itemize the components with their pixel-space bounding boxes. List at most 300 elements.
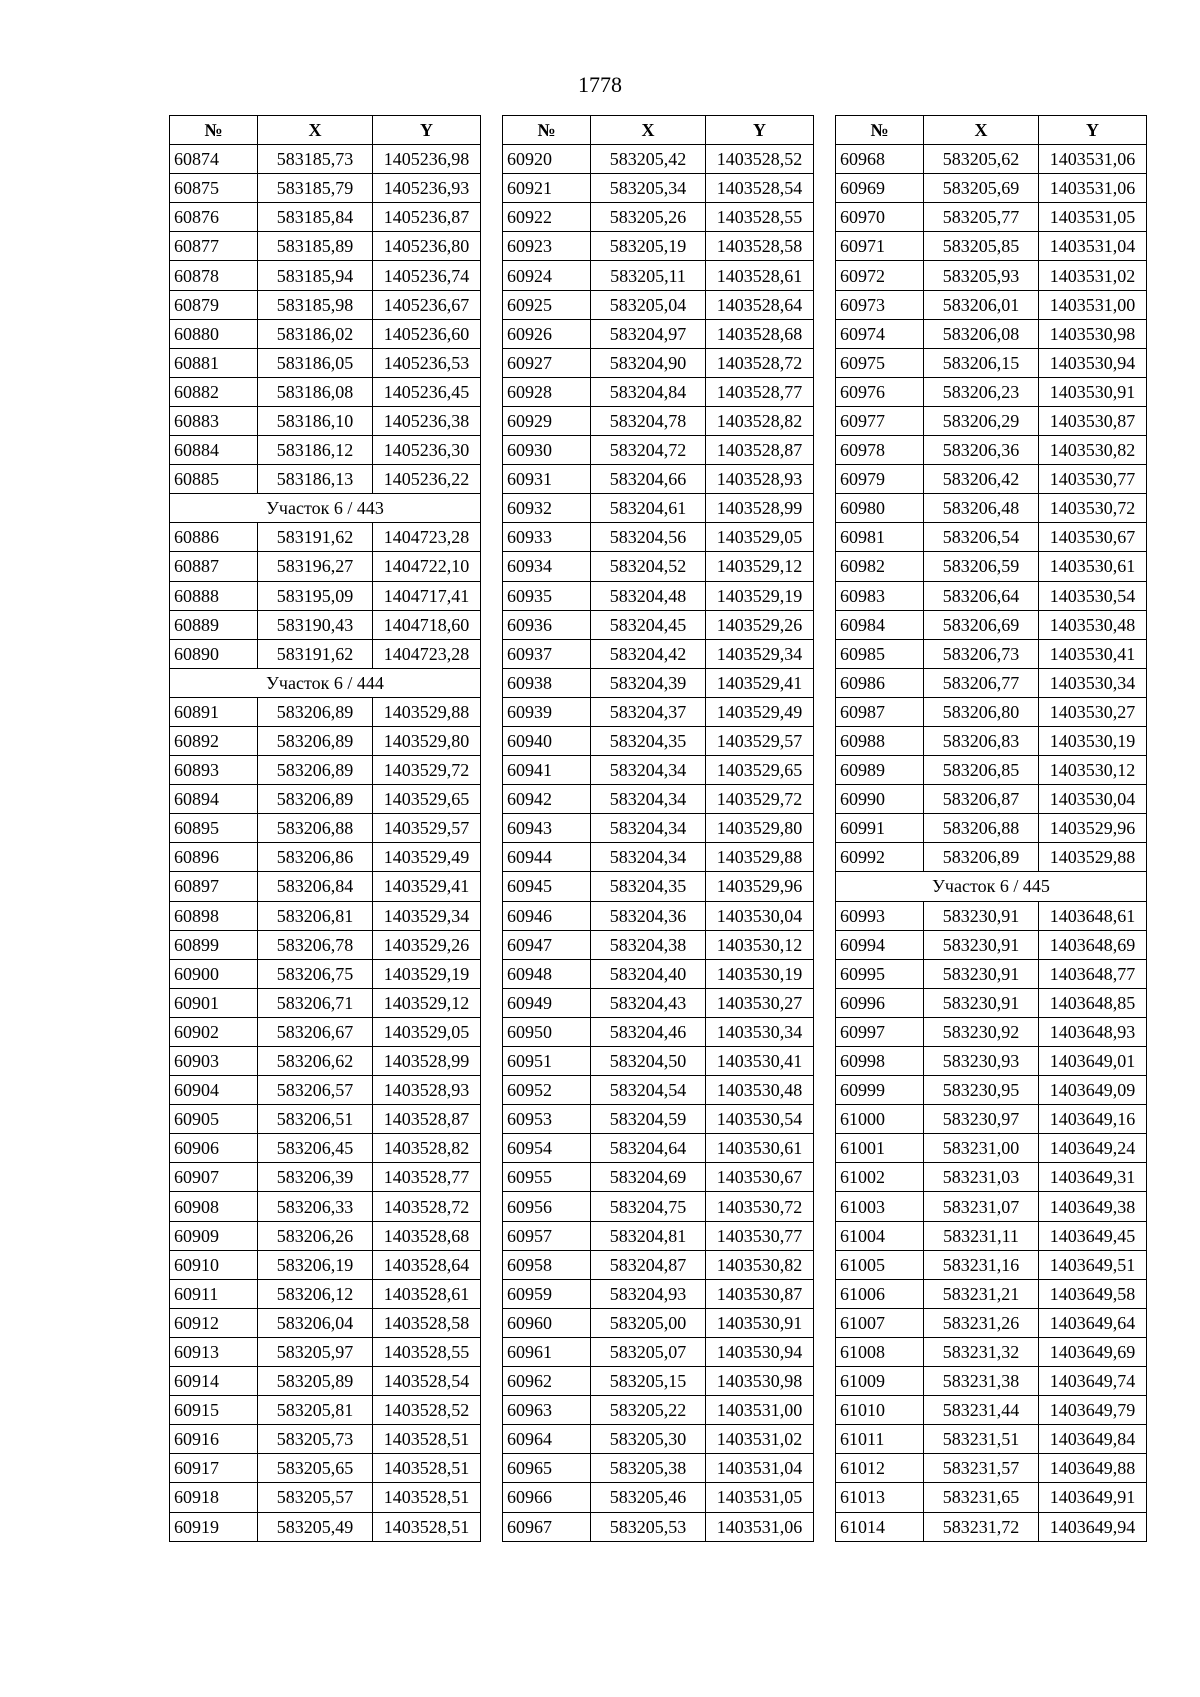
table-row [836, 406, 1147, 435]
x-coordinate: 583206,84 [258, 872, 373, 901]
x-coordinate: 583204,56 [591, 523, 706, 552]
table-row [170, 639, 481, 668]
y-coordinate: 1403531,02 [706, 1425, 814, 1454]
point-number: 60955 [503, 1163, 591, 1192]
header-number: № [170, 116, 258, 145]
table-row [836, 1105, 1147, 1134]
y-coordinate: 1403531,06 [706, 1512, 814, 1541]
point-number: 60957 [503, 1221, 591, 1250]
x-coordinate: 583204,87 [591, 1250, 706, 1279]
section-title: Участок 6 / 444 [170, 668, 481, 697]
x-coordinate: 583231,26 [924, 1308, 1039, 1337]
table-row [503, 1076, 814, 1105]
y-coordinate: 1405236,67 [373, 290, 481, 319]
y-coordinate: 1403531,00 [706, 1396, 814, 1425]
table-row [503, 756, 814, 785]
point-number: 60961 [503, 1337, 591, 1366]
x-coordinate: 583206,51 [258, 1105, 373, 1134]
x-coordinate: 583206,71 [258, 988, 373, 1017]
y-coordinate: 1403530,87 [706, 1279, 814, 1308]
y-coordinate: 1403528,87 [373, 1105, 481, 1134]
table-row [836, 174, 1147, 203]
table-row [836, 1279, 1147, 1308]
table-row [170, 1192, 481, 1221]
x-coordinate: 583205,53 [591, 1512, 706, 1541]
x-coordinate: 583204,61 [591, 494, 706, 523]
point-number: 60998 [836, 1047, 924, 1076]
point-number: 60969 [836, 174, 924, 203]
table-row [836, 930, 1147, 959]
table-row [503, 639, 814, 668]
point-number: 60884 [170, 436, 258, 465]
point-number: 61003 [836, 1192, 924, 1221]
y-coordinate: 1404717,41 [373, 581, 481, 610]
point-number: 60922 [503, 203, 591, 232]
x-coordinate: 583205,19 [591, 232, 706, 261]
y-coordinate: 1403530,98 [706, 1367, 814, 1396]
point-number: 60933 [503, 523, 591, 552]
table-row [836, 756, 1147, 785]
point-number: 60914 [170, 1367, 258, 1396]
point-number: 60906 [170, 1134, 258, 1163]
x-coordinate: 583204,64 [591, 1134, 706, 1163]
header-number: № [836, 116, 924, 145]
x-coordinate: 583206,01 [924, 290, 1039, 319]
point-number: 60932 [503, 494, 591, 523]
point-number: 60918 [170, 1483, 258, 1512]
point-number: 60897 [170, 872, 258, 901]
point-number: 60979 [836, 465, 924, 494]
x-coordinate: 583205,69 [924, 174, 1039, 203]
x-coordinate: 583185,84 [258, 203, 373, 232]
y-coordinate: 1403649,51 [1039, 1250, 1147, 1279]
y-coordinate: 1403530,91 [706, 1308, 814, 1337]
x-coordinate: 583231,11 [924, 1221, 1039, 1250]
table-row [503, 610, 814, 639]
table-row [170, 959, 481, 988]
point-number: 60989 [836, 756, 924, 785]
x-coordinate: 583206,19 [258, 1250, 373, 1279]
x-coordinate: 583206,75 [258, 959, 373, 988]
table-row [170, 1105, 481, 1134]
y-coordinate: 1403648,93 [1039, 1017, 1147, 1046]
table-row [836, 465, 1147, 494]
point-number: 60888 [170, 581, 258, 610]
table-row [170, 901, 481, 930]
y-coordinate: 1403529,88 [706, 843, 814, 872]
x-coordinate: 583204,37 [591, 697, 706, 726]
y-coordinate: 1403529,34 [706, 639, 814, 668]
table-row [503, 1134, 814, 1163]
table-row [170, 1017, 481, 1046]
y-coordinate: 1403528,52 [373, 1396, 481, 1425]
table-row [836, 1367, 1147, 1396]
y-coordinate: 1403529,96 [1039, 814, 1147, 843]
table-row [836, 145, 1147, 174]
x-coordinate: 583204,50 [591, 1047, 706, 1076]
table-row [836, 494, 1147, 523]
y-coordinate: 1403530,54 [706, 1105, 814, 1134]
point-number: 60923 [503, 232, 591, 261]
x-coordinate: 583186,13 [258, 465, 373, 494]
table-row [170, 1134, 481, 1163]
header-y: Y [706, 116, 814, 145]
x-coordinate: 583206,57 [258, 1076, 373, 1105]
y-coordinate: 1403649,31 [1039, 1163, 1147, 1192]
x-coordinate: 583204,35 [591, 726, 706, 755]
y-coordinate: 1403528,55 [373, 1337, 481, 1366]
point-number: 60878 [170, 261, 258, 290]
x-coordinate: 583205,93 [924, 261, 1039, 290]
x-coordinate: 583206,89 [258, 697, 373, 726]
table-row [836, 261, 1147, 290]
table-row [503, 232, 814, 261]
x-coordinate: 583206,39 [258, 1163, 373, 1192]
x-coordinate: 583206,36 [924, 436, 1039, 465]
x-coordinate: 583231,16 [924, 1250, 1039, 1279]
point-number: 60908 [170, 1192, 258, 1221]
x-coordinate: 583205,15 [591, 1367, 706, 1396]
table-row [503, 261, 814, 290]
x-coordinate: 583190,43 [258, 610, 373, 639]
header-row [836, 116, 1147, 145]
y-coordinate: 1403528,93 [706, 465, 814, 494]
table-row [836, 1337, 1147, 1366]
point-number: 60882 [170, 377, 258, 406]
y-coordinate: 1403531,00 [1039, 290, 1147, 319]
point-number: 60913 [170, 1337, 258, 1366]
y-coordinate: 1403649,09 [1039, 1076, 1147, 1105]
point-number: 60973 [836, 290, 924, 319]
table-row [836, 668, 1147, 697]
point-number: 60959 [503, 1279, 591, 1308]
y-coordinate: 1403528,52 [706, 145, 814, 174]
y-coordinate: 1403529,72 [373, 756, 481, 785]
y-coordinate: 1403649,64 [1039, 1308, 1147, 1337]
y-coordinate: 1404718,60 [373, 610, 481, 639]
table-row [170, 1047, 481, 1076]
point-number: 60909 [170, 1221, 258, 1250]
y-coordinate: 1403528,87 [706, 436, 814, 465]
point-number: 60893 [170, 756, 258, 785]
x-coordinate: 583231,07 [924, 1192, 1039, 1221]
table-row [836, 1047, 1147, 1076]
y-coordinate: 1403531,06 [1039, 145, 1147, 174]
x-coordinate: 583191,62 [258, 523, 373, 552]
x-coordinate: 583206,81 [258, 901, 373, 930]
point-number: 60986 [836, 668, 924, 697]
x-coordinate: 583205,30 [591, 1425, 706, 1454]
y-coordinate: 1403528,54 [373, 1367, 481, 1396]
y-coordinate: 1403528,77 [373, 1163, 481, 1192]
point-number: 60954 [503, 1134, 591, 1163]
x-coordinate: 583204,35 [591, 872, 706, 901]
table-row [836, 988, 1147, 1017]
x-coordinate: 583204,38 [591, 930, 706, 959]
y-coordinate: 1403528,64 [706, 290, 814, 319]
point-number: 60905 [170, 1105, 258, 1134]
x-coordinate: 583230,91 [924, 988, 1039, 1017]
x-coordinate: 583205,46 [591, 1483, 706, 1512]
y-coordinate: 1403649,69 [1039, 1337, 1147, 1366]
y-coordinate: 1403649,58 [1039, 1279, 1147, 1308]
point-number: 60950 [503, 1017, 591, 1046]
y-coordinate: 1403529,57 [373, 814, 481, 843]
y-coordinate: 1405236,80 [373, 232, 481, 261]
point-number: 60947 [503, 930, 591, 959]
table-row [503, 1425, 814, 1454]
point-number: 60910 [170, 1250, 258, 1279]
point-number: 60921 [503, 174, 591, 203]
y-coordinate: 1403649,24 [1039, 1134, 1147, 1163]
section-title: Участок 6 / 445 [836, 872, 1147, 901]
point-number: 60895 [170, 814, 258, 843]
x-coordinate: 583204,48 [591, 581, 706, 610]
x-coordinate: 583206,08 [924, 319, 1039, 348]
x-coordinate: 583206,29 [924, 406, 1039, 435]
point-number: 60949 [503, 988, 591, 1017]
point-number: 60970 [836, 203, 924, 232]
x-coordinate: 583206,89 [258, 785, 373, 814]
table-row [836, 203, 1147, 232]
point-number: 60967 [503, 1512, 591, 1541]
x-coordinate: 583231,72 [924, 1512, 1039, 1541]
x-coordinate: 583204,69 [591, 1163, 706, 1192]
x-coordinate: 583205,85 [924, 232, 1039, 261]
x-coordinate: 583204,59 [591, 1105, 706, 1134]
table-row [503, 843, 814, 872]
table-row [170, 1308, 481, 1337]
y-coordinate: 1403528,72 [373, 1192, 481, 1221]
table-row [503, 494, 814, 523]
y-coordinate: 1403528,51 [373, 1454, 481, 1483]
x-coordinate: 583206,87 [924, 785, 1039, 814]
table-row [836, 1512, 1147, 1541]
y-coordinate: 1403529,88 [373, 697, 481, 726]
point-number: 60911 [170, 1279, 258, 1308]
point-number: 60994 [836, 930, 924, 959]
y-coordinate: 1403530,67 [706, 1163, 814, 1192]
table-row [836, 697, 1147, 726]
point-number: 60876 [170, 203, 258, 232]
table-row [503, 552, 814, 581]
point-number: 61000 [836, 1105, 924, 1134]
x-coordinate: 583185,79 [258, 174, 373, 203]
section-row [836, 872, 1147, 901]
y-coordinate: 1403529,88 [1039, 843, 1147, 872]
table-row [170, 1483, 481, 1512]
y-coordinate: 1403529,65 [706, 756, 814, 785]
y-coordinate: 1403649,91 [1039, 1483, 1147, 1512]
y-coordinate: 1403528,58 [373, 1308, 481, 1337]
point-number: 61006 [836, 1279, 924, 1308]
x-coordinate: 583204,90 [591, 348, 706, 377]
point-number: 60937 [503, 639, 591, 668]
point-number: 60928 [503, 377, 591, 406]
x-coordinate: 583204,45 [591, 610, 706, 639]
x-coordinate: 583204,42 [591, 639, 706, 668]
point-number: 60943 [503, 814, 591, 843]
point-number: 60902 [170, 1017, 258, 1046]
header-y: Y [1039, 116, 1147, 145]
table-row [170, 406, 481, 435]
x-coordinate: 583204,66 [591, 465, 706, 494]
x-coordinate: 583185,73 [258, 145, 373, 174]
y-coordinate: 1403648,77 [1039, 959, 1147, 988]
table-row [170, 465, 481, 494]
point-number: 60916 [170, 1425, 258, 1454]
table-row [503, 1483, 814, 1512]
y-coordinate: 1403529,49 [373, 843, 481, 872]
point-number: 60962 [503, 1367, 591, 1396]
y-coordinate: 1403530,27 [706, 988, 814, 1017]
point-number: 60965 [503, 1454, 591, 1483]
x-coordinate: 583230,91 [924, 930, 1039, 959]
table-row [503, 290, 814, 319]
y-coordinate: 1403530,72 [706, 1192, 814, 1221]
table-row [503, 1105, 814, 1134]
point-number: 60894 [170, 785, 258, 814]
table-row [836, 290, 1147, 319]
table-row [836, 1250, 1147, 1279]
point-number: 60904 [170, 1076, 258, 1105]
table-row [836, 436, 1147, 465]
y-coordinate: 1403649,74 [1039, 1367, 1147, 1396]
table-row [836, 1425, 1147, 1454]
x-coordinate: 583206,15 [924, 348, 1039, 377]
point-number: 60982 [836, 552, 924, 581]
x-coordinate: 583206,45 [258, 1134, 373, 1163]
y-coordinate: 1403649,16 [1039, 1105, 1147, 1134]
table-row [836, 319, 1147, 348]
table-row [170, 523, 481, 552]
x-coordinate: 583191,62 [258, 639, 373, 668]
y-coordinate: 1403528,68 [706, 319, 814, 348]
y-coordinate: 1405236,60 [373, 319, 481, 348]
table-row [170, 1250, 481, 1279]
x-coordinate: 583204,34 [591, 756, 706, 785]
y-coordinate: 1403530,61 [1039, 552, 1147, 581]
y-coordinate: 1403530,77 [706, 1221, 814, 1250]
table-row [503, 1163, 814, 1192]
section-row [170, 668, 481, 697]
x-coordinate: 583204,75 [591, 1192, 706, 1221]
x-coordinate: 583205,04 [591, 290, 706, 319]
x-coordinate: 583231,38 [924, 1367, 1039, 1396]
point-number: 61012 [836, 1454, 924, 1483]
point-number: 60977 [836, 406, 924, 435]
point-number: 60942 [503, 785, 591, 814]
y-coordinate: 1403530,72 [1039, 494, 1147, 523]
x-coordinate: 583206,23 [924, 377, 1039, 406]
point-number: 60953 [503, 1105, 591, 1134]
x-coordinate: 583195,09 [258, 581, 373, 610]
point-number: 60938 [503, 668, 591, 697]
coordinates-table-3 [835, 115, 1147, 1542]
y-coordinate: 1403530,82 [706, 1250, 814, 1279]
y-coordinate: 1403528,82 [373, 1134, 481, 1163]
x-coordinate: 583206,85 [924, 756, 1039, 785]
section-row [170, 494, 481, 523]
x-coordinate: 583206,86 [258, 843, 373, 872]
x-coordinate: 583204,52 [591, 552, 706, 581]
y-coordinate: 1403529,80 [373, 726, 481, 755]
header-y: Y [373, 116, 481, 145]
point-number: 60964 [503, 1425, 591, 1454]
y-coordinate: 1403648,85 [1039, 988, 1147, 1017]
table-row [503, 174, 814, 203]
table-row [503, 1221, 814, 1250]
x-coordinate: 583186,02 [258, 319, 373, 348]
x-coordinate: 583204,54 [591, 1076, 706, 1105]
point-number: 60912 [170, 1308, 258, 1337]
y-coordinate: 1403528,61 [706, 261, 814, 290]
x-coordinate: 583185,89 [258, 232, 373, 261]
y-coordinate: 1403528,61 [373, 1279, 481, 1308]
table-row [170, 756, 481, 785]
y-coordinate: 1403530,41 [1039, 639, 1147, 668]
table-row [503, 901, 814, 930]
table-row [170, 581, 481, 610]
point-number: 60886 [170, 523, 258, 552]
y-coordinate: 1405236,38 [373, 406, 481, 435]
y-coordinate: 1404722,10 [373, 552, 481, 581]
x-coordinate: 583185,94 [258, 261, 373, 290]
x-coordinate: 583206,89 [924, 843, 1039, 872]
y-coordinate: 1403528,68 [373, 1221, 481, 1250]
point-number: 60983 [836, 581, 924, 610]
y-coordinate: 1403530,77 [1039, 465, 1147, 494]
table-row [170, 1396, 481, 1425]
x-coordinate: 583230,95 [924, 1076, 1039, 1105]
point-number: 60874 [170, 145, 258, 174]
x-coordinate: 583206,69 [924, 610, 1039, 639]
x-coordinate: 583205,07 [591, 1337, 706, 1366]
table-row [503, 348, 814, 377]
y-coordinate: 1403530,19 [706, 959, 814, 988]
table-row [836, 523, 1147, 552]
table-row [170, 232, 481, 261]
y-coordinate: 1405236,87 [373, 203, 481, 232]
table-row [503, 1017, 814, 1046]
point-number: 60898 [170, 901, 258, 930]
table-row [170, 1279, 481, 1308]
y-coordinate: 1403531,04 [706, 1454, 814, 1483]
y-coordinate: 1405236,74 [373, 261, 481, 290]
table-row [836, 814, 1147, 843]
point-number: 60997 [836, 1017, 924, 1046]
y-coordinate: 1403649,01 [1039, 1047, 1147, 1076]
table-row [170, 872, 481, 901]
y-coordinate: 1403528,99 [373, 1047, 481, 1076]
x-coordinate: 583205,11 [591, 261, 706, 290]
point-number: 60952 [503, 1076, 591, 1105]
x-coordinate: 583205,97 [258, 1337, 373, 1366]
table-row [170, 726, 481, 755]
x-coordinate: 583205,00 [591, 1308, 706, 1337]
y-coordinate: 1403529,19 [706, 581, 814, 610]
point-number: 60941 [503, 756, 591, 785]
point-number: 60875 [170, 174, 258, 203]
x-coordinate: 583206,59 [924, 552, 1039, 581]
header-x: X [924, 116, 1039, 145]
point-number: 60919 [170, 1512, 258, 1541]
table-row [503, 959, 814, 988]
table-row [836, 726, 1147, 755]
point-number: 60981 [836, 523, 924, 552]
x-coordinate: 583205,38 [591, 1454, 706, 1483]
x-coordinate: 583206,88 [924, 814, 1039, 843]
